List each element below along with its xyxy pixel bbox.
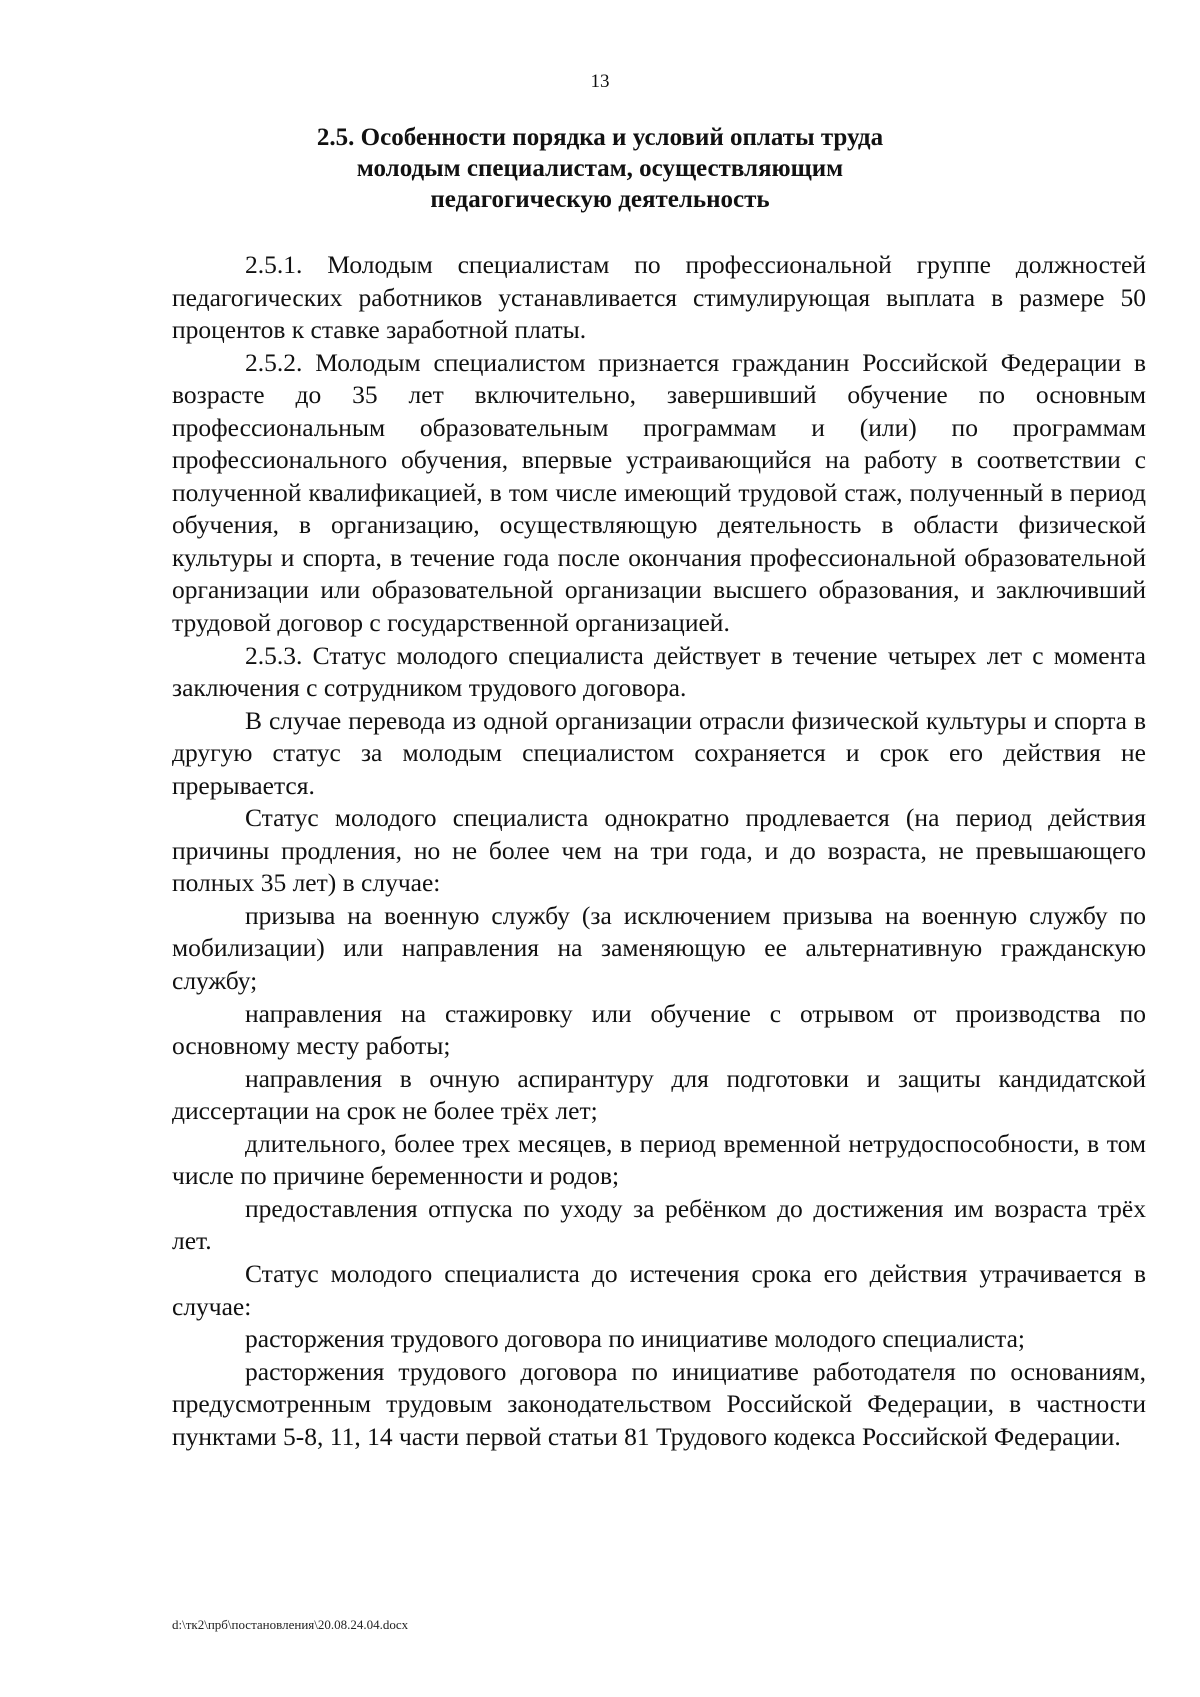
list-item-internship: направления на стажировку или обучение с отрывом от производства по основному месту работы;: [172, 998, 1146, 1061]
paragraph-loss-intro: Статус молодого специалиста до истечения срока его действия утрачивается в случае:: [172, 1258, 1146, 1321]
list-item-employee-termination: расторжения трудового договора по инициативе молодого специалиста;: [245, 1324, 1026, 1354]
list-item-parental-leave: предоставления отпуска по уходу за ребёнком до достижения им возраста трёх лет.: [172, 1193, 1146, 1256]
list-item-employer-termination: расторжения трудового договора по инициативе работодателя по основаниям, предусмотренным трудовым законодательством Российской Федерации, в частности пунктами 5-8, 11, 14 части первой статьи 81 Трудового кодекса Российской Федерации.: [172, 1356, 1146, 1451]
list-item-postgraduate: направления в очную аспирантуру для подготовки и защиты кандидатской диссертации на срок не более трёх лет;: [172, 1063, 1146, 1126]
section-title-line: 2.5. Особенности порядка и условий оплаты труда: [316, 124, 884, 151]
document-body: [172, 249, 1146, 1453]
section-title-line: педагогическую деятельность: [430, 186, 770, 213]
paragraph-2-5-1: 2.5.1. Молодым специалистам по профессиональной группе должностей педагогических работников устанавливается стимулирующая выплата в размере 50 процентов к ставке заработной платы.: [172, 250, 1146, 345]
section-title-line: молодым специалистам, осуществляющим: [356, 155, 844, 182]
paragraph-transfer: В случае перевода из одной организации отрасли физической культуры и спорта в другую статус за молодым специалистом сохраняется и срок его действия не прерывается.: [172, 705, 1146, 800]
section-title: [150, 122, 1050, 215]
list-item-disability: длительного, более трех месяцев, в период временной нетрудоспособности, в том числе по причине беременности и родов;: [172, 1128, 1146, 1191]
footer-file-path: d:\тк2\прб\постановления\20.08.24.04.docx: [172, 1617, 409, 1632]
paragraph-extension-intro: Статус молодого специалиста однократно продлевается (на период действия причины продления, но не более чем на три года, и до возраста, не превышающего полных 35 лет) в случае:: [172, 803, 1146, 898]
paragraph-2-5-2: 2.5.2. Молодым специалистом признается гражданин Российской Федерации в возрасте до 35 лет включительно, завершивший обучение по основным профессиональным образовательным программам и (или) по программам профессионального обучения, впервые устраивающийся на работу в соответствии с полученной квалификацией, в том числе имеющий трудовой стаж, полученный в период обучения, в организацию, осуществляющую деятельность в области физической культуры и спорта, в течение года после окончания профессиональной образовательной организации или образовательной организации высшего образования, и заключивший трудовой договор с государственной организацией.: [172, 347, 1146, 638]
page-number: 13: [590, 71, 610, 92]
list-item-military-service: призыва на военную службу (за исключением призыва на военную службу по мобилизации) или направления на заменяющую ее альтернативную гражданскую службу;: [172, 900, 1146, 996]
paragraph-2-5-3: 2.5.3. Статус молодого специалиста действует в течение четырех лет с момента заключения с сотрудником трудового договора.: [172, 640, 1146, 703]
